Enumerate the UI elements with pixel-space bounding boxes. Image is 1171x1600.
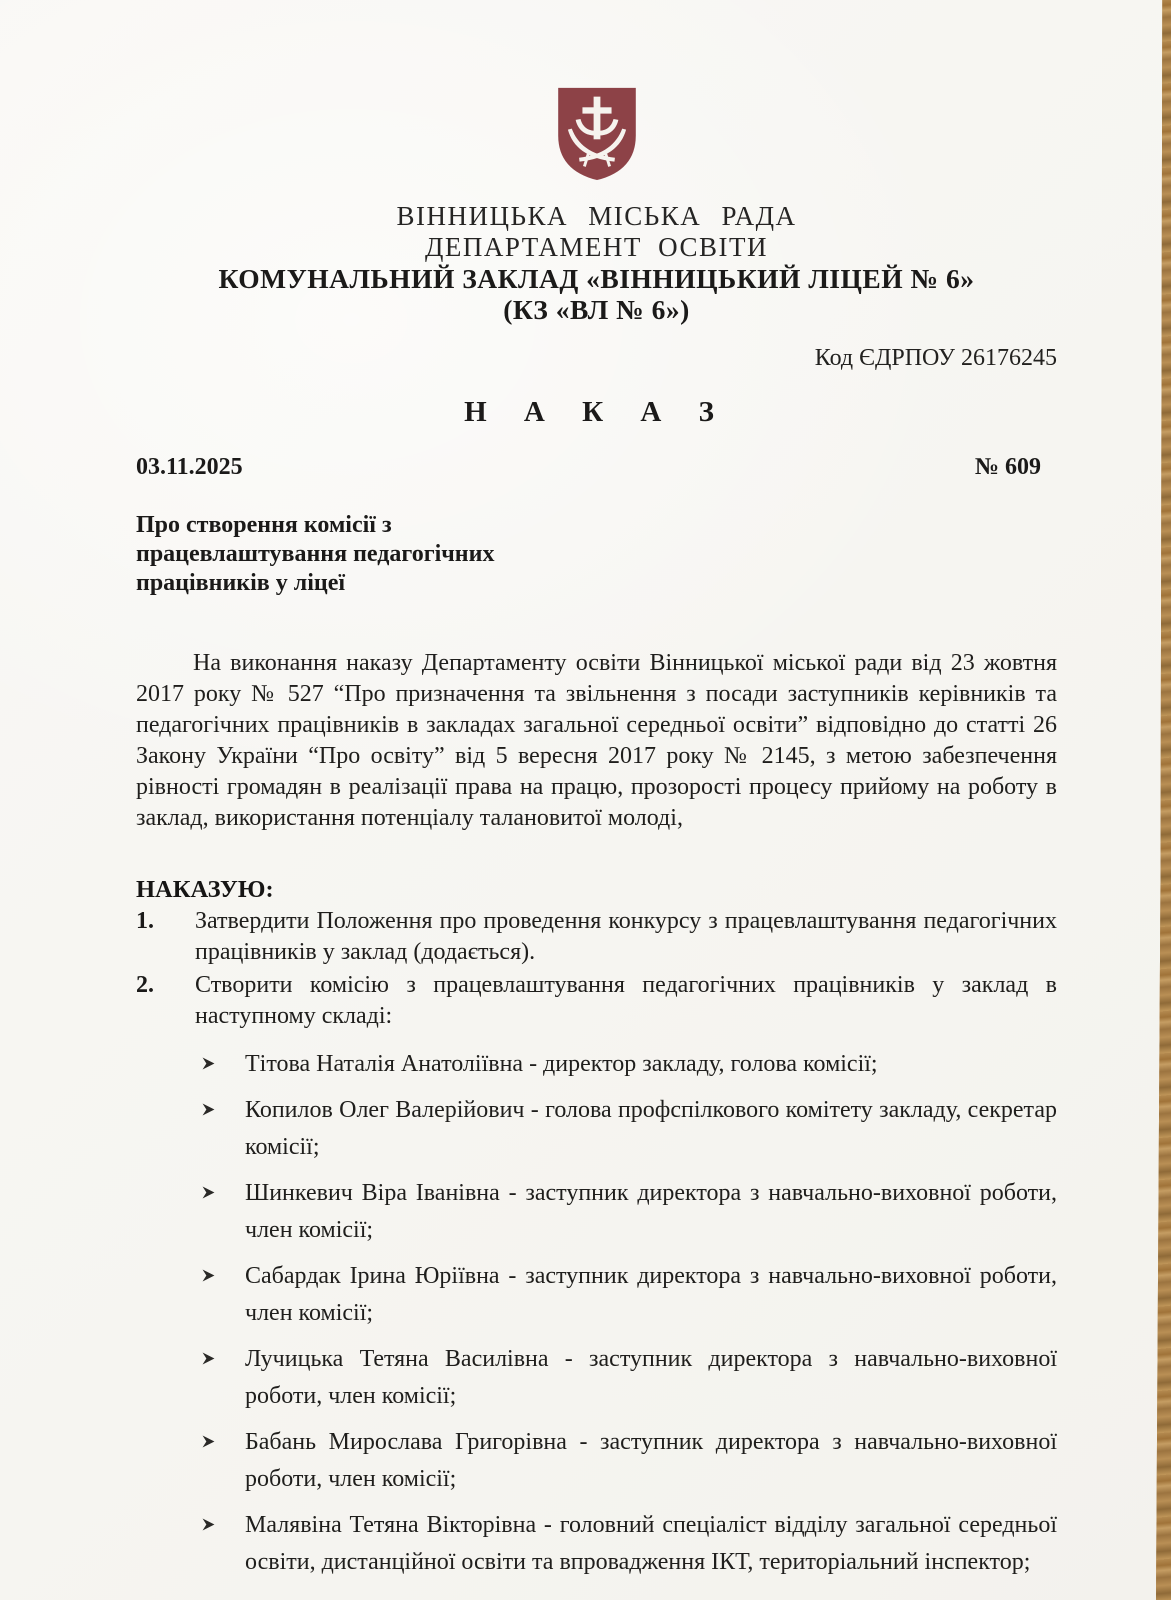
org-name-institution: КОМУНАЛЬНИЙ ЗАКЛАД «ВІННИЦЬКИЙ ЛІЦЕЙ № 6» [218, 263, 975, 294]
member-text: Копилов Олег Валерійович - голова профспілкового комітету закладу, секретар комісії; [245, 1097, 1057, 1160]
arrow-bullet-icon [200, 1341, 245, 1415]
item-number: 1. [136, 908, 154, 934]
document-date: 03.11.2025 [136, 454, 243, 480]
desk-wood-edge [1156, 0, 1171, 1600]
item-text: Затвердити Положення про проведення конкурсу з працевлаштування педагогічних працівників у заклад (додається). [195, 908, 1057, 965]
order-item-2 [136, 970, 1057, 1032]
item-text: Створити комісію з працевлаштування педагогічних працівників у заклад в наступному складі: [195, 972, 1057, 1029]
vinnytsia-coat-of-arms-icon [553, 169, 641, 186]
subject-line: працівників у ліцеї [136, 570, 346, 596]
arrow-bullet-icon [200, 1092, 245, 1166]
document-content [136, 0, 1057, 1581]
list-item [136, 1507, 1057, 1581]
subject-line: працевлаштування педагогічних [136, 541, 495, 567]
order-item-1 [136, 906, 1057, 968]
emblem-container [136, 0, 1057, 187]
order-word: НАКАЗУЮ: [136, 876, 274, 903]
arrow-bullet-icon [200, 1046, 245, 1083]
member-text: Лучицька Тетяна Василівна - заступник директора з навчально-виховної роботи, член комісії; [245, 1346, 1057, 1409]
document-number: № 609 [974, 454, 1041, 480]
arrow-bullet-icon [200, 1424, 245, 1498]
member-text: Сабардак Ірина Юріївна - заступник директора з навчально-виховної роботи, член комісії; [245, 1263, 1057, 1326]
arrow-bullet-icon [200, 1175, 245, 1249]
list-item [136, 1175, 1057, 1249]
list-item [136, 1046, 1057, 1083]
document-type-title: Н А К А З [464, 396, 729, 428]
member-text: Шинкевич Віра Іванівна - заступник директора з навчально-виховної роботи, член комісії; [245, 1180, 1057, 1243]
list-item [136, 1341, 1057, 1415]
arrow-bullet-icon [200, 1507, 245, 1581]
arrow-bullet-icon [200, 1258, 245, 1332]
document-subject [136, 511, 556, 598]
org-name-city-council: ВІННИЦЬКА МІСЬКА РАДА [396, 201, 797, 231]
org-name-department: ДЕПАРТАМЕНТ ОСВІТИ [425, 232, 768, 262]
list-item [136, 1424, 1057, 1498]
subject-line: Про створення комісії з [136, 512, 392, 538]
list-item [136, 1258, 1057, 1332]
member-text: Тітова Наталія Анатоліївна - директор закладу, голова комісії; [245, 1051, 878, 1077]
preamble-paragraph: На виконання наказу Департаменту освіти Вінницької міської ради від 23 жовтня 2017 року № 527 “Про призначення та звільнення з посади заступників керівників та педагогічних працівників в закладах загальної середньої освіти” відповідно до статті 26 Закону України “Про освіту” від 5 вересня 2017 року № 2145, з метою забезпечення рівності громадян в реалізації права на працю, прозорості процесу прийому на роботу в заклад, використання потенціалу талановитої молоді, [136, 650, 1057, 831]
item-number: 2. [136, 972, 154, 998]
member-text: Малявіна Тетяна Вікторівна - головний спеціаліст відділу загальної середньої освіти, дистанційної освіти та впровадження ІКТ, територіальний інспектор; [245, 1512, 1057, 1575]
date-number-row [136, 454, 1057, 481]
member-text: Бабань Мирослава Григорівна - заступник директора з навчально-виховної роботи, член комісії; [245, 1429, 1057, 1492]
list-item [136, 1092, 1057, 1166]
org-name-abbreviation: (КЗ «ВЛ № 6») [503, 294, 690, 325]
commission-members-list [136, 1046, 1057, 1581]
edrpou-code: Код ЄДРПОУ 26176245 [814, 345, 1057, 371]
